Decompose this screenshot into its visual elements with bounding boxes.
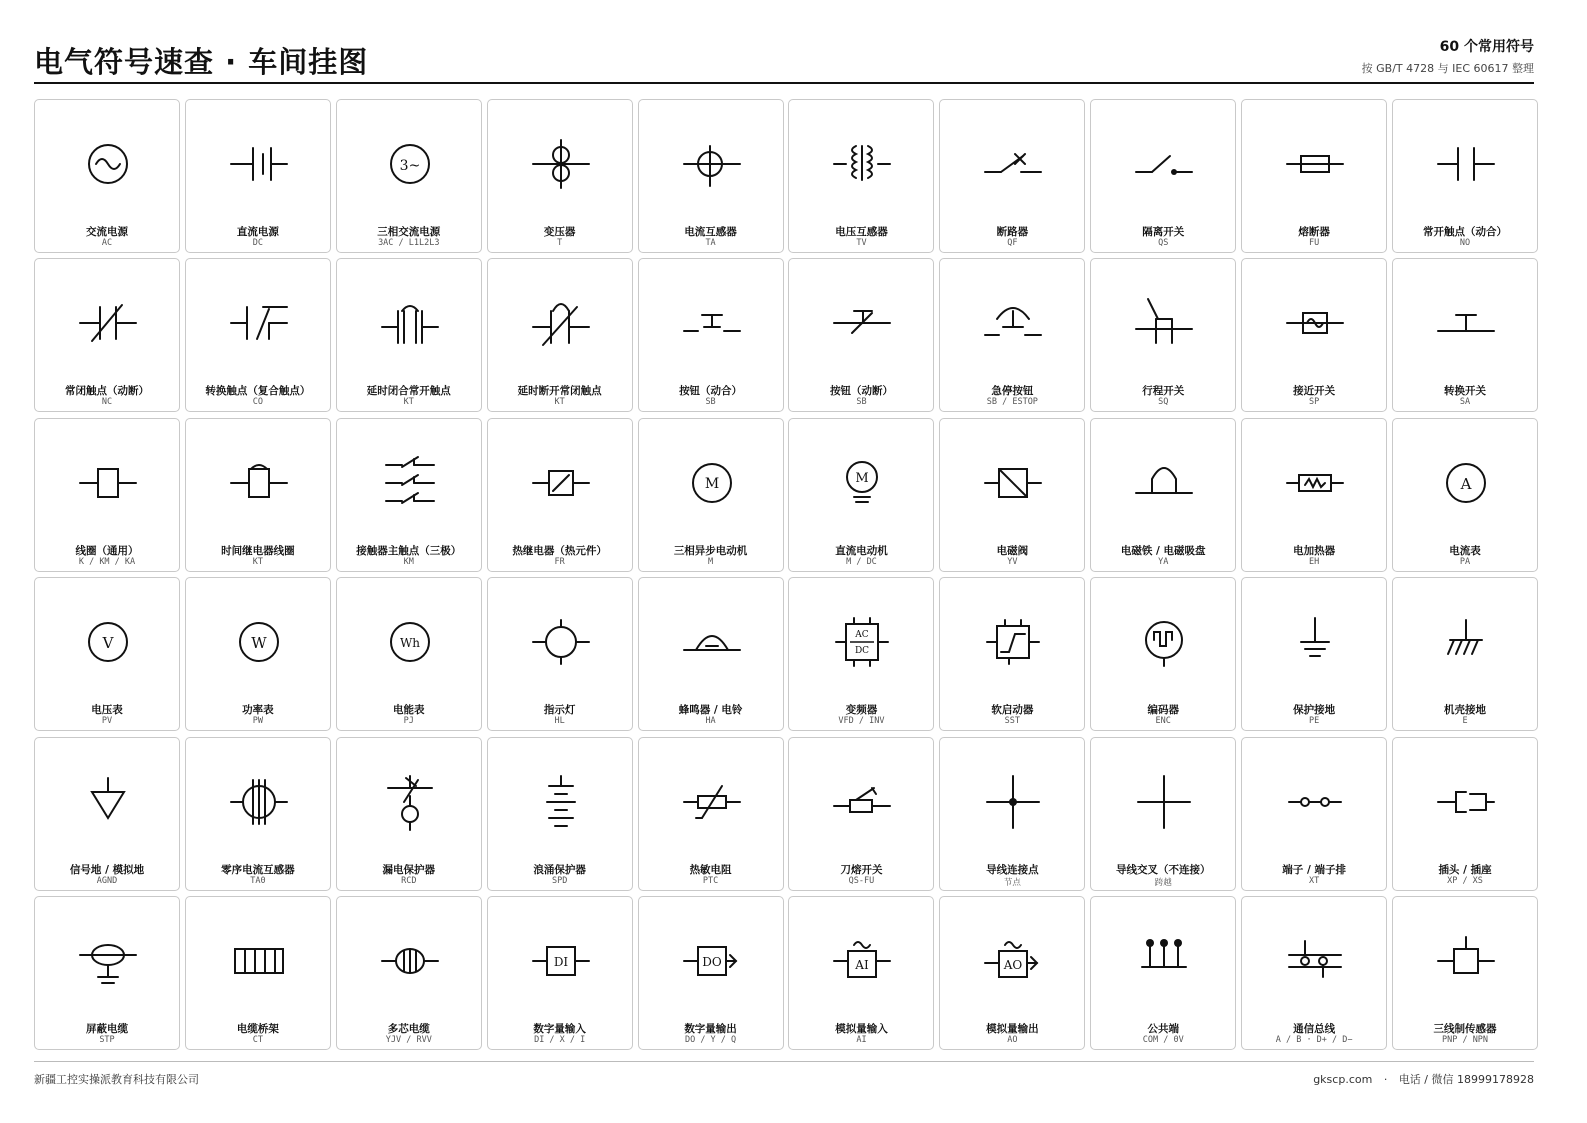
symbol-name: 行程开关 [1142, 385, 1185, 398]
symbol-card [638, 258, 784, 412]
symbol-card [487, 418, 633, 572]
symbol-name: 数字量输入 [533, 1022, 586, 1035]
symbol-code: DI / X / I [534, 1034, 586, 1045]
symbol-card [788, 258, 934, 412]
symbol-code: HL [554, 716, 565, 727]
symbol-code: AI [856, 1034, 867, 1045]
symbol-code: SQ [1158, 397, 1169, 408]
symbol-code: COM / 0V [1142, 1034, 1184, 1045]
symbol-name: 线圈（通用） [75, 544, 139, 557]
footer-separator: · [1383, 1073, 1388, 1086]
symbol-name: 常开触点（动合） [1423, 226, 1508, 238]
symbol-code: QF [1007, 238, 1018, 248]
contactor-main-contacts-icon [380, 453, 440, 513]
symbol-code: KM [403, 556, 414, 567]
soft-starter-icon [983, 612, 1043, 672]
symbol-card [185, 737, 331, 891]
symbol-name: 电缆桥架 [236, 1022, 279, 1035]
symbol-card [1090, 737, 1236, 891]
timer-coil-icon [229, 453, 289, 513]
symbol-card [185, 99, 331, 253]
symbol-card [1392, 577, 1538, 731]
symbol-name: 信号地 / 模拟地 [69, 863, 145, 876]
thermal-relay-icon [531, 453, 591, 513]
symbol-code: PE [1309, 716, 1320, 727]
symbol-code: FU [1309, 238, 1320, 248]
symbol-card [1241, 737, 1387, 891]
symbol-code: M [708, 556, 714, 567]
symbol-name: 插头 / 插座 [1438, 863, 1492, 876]
symbol-card [185, 577, 331, 731]
rcd-icon [380, 772, 440, 832]
company-name: 新疆工控实操派教育科技有限公司 [34, 1073, 199, 1086]
symbol-code: SPD [551, 875, 568, 886]
selector-switch-icon [1436, 293, 1496, 353]
symbol-name: 接近开关 [1293, 385, 1336, 398]
transformer-icon [531, 134, 591, 194]
symbol-card [487, 737, 633, 891]
symbol-card [1392, 896, 1538, 1050]
symbol-name: 多芯电缆 [387, 1022, 430, 1035]
page-footer [34, 1061, 1534, 1092]
page-title: 电气符号速查 · 车间挂图 [34, 45, 369, 79]
electromagnet-icon [1134, 453, 1194, 513]
svg-text:W: W [251, 634, 267, 653]
symbol-code: AO [1007, 1034, 1018, 1045]
time-delay-no-contact-icon [380, 293, 440, 353]
symbol-card [34, 896, 180, 1050]
three-phase-source-icon [380, 134, 440, 194]
current-transformer-icon [682, 134, 742, 194]
symbol-code: STP [99, 1034, 115, 1045]
symbol-card [1241, 896, 1387, 1050]
symbol-card [1241, 418, 1387, 572]
svg-text:AI: AI [855, 957, 870, 972]
symbol-card [788, 577, 934, 731]
symbol-name: 软启动器 [991, 704, 1034, 717]
svg-text:AO: AO [1004, 957, 1023, 972]
symbol-card [336, 896, 482, 1050]
symbol-card [1090, 418, 1236, 572]
symbol-name: 浪涌保护器 [533, 863, 586, 876]
symbol-code: 跨越 [1154, 877, 1172, 888]
website-link[interactable]: gkscp.com [1313, 1073, 1373, 1086]
digital-output-icon [682, 931, 742, 991]
symbol-card [34, 418, 180, 572]
symbol-code: PV [101, 716, 113, 727]
coil-icon [78, 453, 138, 513]
symbol-name: 三相异步电动机 [673, 544, 748, 557]
symbol-card [336, 737, 482, 891]
symbol-code: SB [705, 397, 716, 408]
symbol-card [1241, 577, 1387, 731]
symbol-code: CT [252, 1034, 264, 1045]
symbol-code: SB / ESTOP [986, 397, 1038, 408]
push-button-no-icon [682, 293, 742, 353]
symbol-card [939, 99, 1085, 253]
symbol-card [185, 896, 331, 1050]
symbol-name: 电压表 [91, 704, 123, 717]
symbol-name: 刀熔开关 [840, 863, 883, 876]
symbol-name: 导线交叉（不连接） [1115, 863, 1211, 876]
analog-output-icon [983, 931, 1043, 991]
symbol-card [638, 577, 784, 731]
symbol-code: SB [856, 397, 867, 408]
symbol-code: SA [1459, 397, 1471, 408]
symbol-code: DO / Y / Q [684, 1034, 737, 1045]
proximity-switch-icon [1285, 293, 1345, 353]
wire-crossing-icon [1134, 772, 1194, 832]
symbol-card [939, 258, 1085, 412]
symbol-code: VFD / INV [838, 716, 885, 727]
symbol-card [939, 577, 1085, 731]
symbol-card [487, 577, 633, 731]
symbol-card [1241, 258, 1387, 412]
common-terminal-icon [1134, 931, 1194, 991]
time-delay-nc-contact-icon [531, 293, 591, 353]
voltmeter-icon [78, 612, 138, 672]
symbol-name: 延时闭合常开触点 [366, 385, 451, 398]
symbol-name: 按钮（动断） [829, 385, 893, 398]
terminal-icon [1285, 772, 1345, 832]
symbol-card [487, 99, 633, 253]
symbol-card [34, 99, 180, 253]
symbol-name: 电能表 [393, 704, 425, 717]
symbol-code: PA [1459, 556, 1471, 567]
fuse-icon [1285, 134, 1345, 194]
vfd-icon [832, 612, 892, 672]
symbol-card [939, 896, 1085, 1050]
surge-protector-icon [531, 772, 591, 832]
symbol-code: XT [1309, 875, 1320, 886]
three-wire-sensor-icon [1436, 931, 1496, 991]
symbol-code: TA0 [250, 875, 266, 886]
symbol-code: 3AC / L1L2L3 [378, 238, 440, 248]
svg-text:M: M [855, 470, 870, 486]
svg-text:V: V [102, 634, 114, 653]
svg-text:A: A [1460, 474, 1472, 493]
symbol-card [185, 258, 331, 412]
svg-text:M: M [704, 475, 719, 492]
analog-input-icon [832, 931, 892, 991]
symbol-name: 常闭触点（动断） [65, 385, 149, 398]
symbol-name: 机壳接地 [1444, 704, 1487, 717]
symbol-code: AGND [96, 875, 118, 886]
symbol-code: T [557, 238, 563, 248]
symbol-code: SP [1309, 397, 1320, 408]
zero-sequence-ct-icon [229, 772, 289, 832]
indicator-lamp-icon [531, 612, 591, 672]
symbol-code: PJ [403, 716, 414, 727]
nc-contact-icon [78, 293, 138, 353]
symbol-card [788, 99, 934, 253]
multicore-cable-icon [380, 931, 440, 991]
dc-motor-icon [832, 453, 892, 513]
symbol-card [34, 258, 180, 412]
symbol-name: 变频器 [845, 704, 878, 717]
symbol-code: DC [252, 238, 264, 248]
symbol-name: 指示灯 [543, 704, 576, 717]
symbol-name: 直流电源 [236, 226, 279, 238]
symbol-name: 热敏电阻 [689, 863, 732, 876]
symbol-card [638, 896, 784, 1050]
symbol-card [1392, 258, 1538, 412]
symbol-name: 熔断器 [1298, 226, 1330, 238]
symbol-card [487, 896, 633, 1050]
svg-text:Wh: Wh [399, 636, 420, 651]
symbol-name: 急停按钮 [991, 385, 1034, 398]
symbol-card [34, 737, 180, 891]
symbol-name: 三线制传感器 [1433, 1022, 1497, 1035]
symbol-count: 60 个常用符号 [1439, 39, 1534, 55]
buzzer-icon [682, 612, 742, 672]
symbol-name: 电磁阀 [996, 544, 1029, 557]
symbol-code: KT [252, 556, 264, 567]
symbol-code: PW [252, 716, 264, 727]
energy-meter-icon [380, 612, 440, 672]
symbol-code: QS [1158, 238, 1169, 248]
symbol-card [939, 737, 1085, 891]
symbol-code: KT [554, 397, 565, 408]
symbol-name: 延时断开常闭触点 [517, 385, 602, 398]
digital-input-icon [531, 931, 591, 991]
push-button-nc-icon [832, 293, 892, 353]
symbol-name: 三相交流电源 [377, 226, 441, 238]
disconnector-icon [1134, 134, 1194, 194]
symbol-card [638, 737, 784, 891]
voltage-transformer-icon [832, 134, 892, 194]
symbol-name: 模拟量输出 [986, 1022, 1039, 1035]
shielded-cable-icon [78, 931, 138, 991]
symbol-card [788, 418, 934, 572]
encoder-icon [1134, 612, 1194, 672]
symbol-code: HA [705, 716, 716, 727]
footer-contact [1313, 1071, 1534, 1087]
symbol-code: ENC [1155, 716, 1171, 727]
svg-text:DO: DO [701, 954, 722, 969]
symbol-code: CO [252, 397, 264, 408]
changeover-contact-icon [229, 293, 289, 353]
symbol-code: YV [1007, 556, 1018, 567]
symbol-name: 端子 / 端子排 [1282, 863, 1346, 876]
heater-icon [1285, 453, 1345, 513]
symbol-name: 公共端 [1147, 1022, 1179, 1035]
symbol-card [1392, 99, 1538, 253]
protective-earth-icon [1285, 612, 1345, 672]
symbol-name: 电磁铁 / 电磁吸盘 [1120, 544, 1206, 557]
symbol-name: 变压器 [543, 226, 576, 238]
symbol-name: 屏蔽电缆 [86, 1022, 128, 1035]
svg-text:3~: 3~ [399, 158, 421, 174]
symbol-code: A / B · D+ / D− [1275, 1034, 1353, 1045]
symbol-code: 节点 [1003, 877, 1021, 888]
symbol-name: 断路器 [996, 226, 1029, 238]
thermistor-icon [682, 772, 742, 832]
symbol-card [336, 99, 482, 253]
symbol-code: TA [705, 238, 716, 248]
symbol-card [1090, 258, 1236, 412]
svg-text:DC: DC [855, 646, 870, 657]
emergency-stop-icon [983, 293, 1043, 353]
solenoid-valve-icon [983, 453, 1043, 513]
ammeter-icon [1436, 453, 1496, 513]
symbol-name: 直流电动机 [835, 544, 888, 557]
symbol-card [939, 418, 1085, 572]
symbol-card [788, 896, 934, 1050]
symbol-code: RCD [401, 875, 417, 886]
symbol-code: PTC [702, 875, 719, 886]
symbol-code: K / KM / KA [78, 556, 136, 567]
symbol-code: YJV / RVV [385, 1034, 432, 1045]
symbol-name: 时间继电器线圈 [221, 544, 295, 557]
signal-ground-icon [78, 772, 138, 832]
symbol-name: 电流表 [1449, 544, 1481, 557]
symbol-code: KT [403, 397, 414, 408]
symbol-card [788, 737, 934, 891]
svg-text:DI: DI [553, 954, 568, 969]
symbol-name: 蜂鸣器 / 电铃 [678, 704, 743, 717]
wattmeter-icon [229, 612, 289, 672]
symbol-name: 按钮（动合） [679, 385, 743, 398]
ac-motor-icon [682, 453, 742, 513]
dc-source-icon [229, 134, 289, 194]
symbol-name: 数字量输出 [684, 1022, 737, 1035]
symbol-code: AC [101, 238, 113, 248]
standard-note: 按 GB/T 4728 与 IEC 60617 整理 [1361, 62, 1534, 75]
symbol-name: 模拟量输入 [835, 1022, 888, 1035]
symbol-code: PNP / NPN [1441, 1034, 1489, 1045]
symbol-code: NC [101, 397, 113, 408]
no-contact-icon [1436, 134, 1496, 194]
fuse-switch-icon [832, 772, 892, 832]
symbol-card [336, 258, 482, 412]
symbol-card [336, 418, 482, 572]
symbol-name: 保护接地 [1293, 704, 1336, 717]
symbol-name: 热继电器（热元件） [512, 544, 607, 557]
ac-source-icon [78, 134, 138, 194]
page-header [34, 30, 1534, 84]
symbol-name: 电加热器 [1293, 544, 1336, 557]
symbol-code: TV [856, 238, 867, 248]
symbol-name: 漏电保护器 [382, 863, 436, 876]
symbol-name: 转换开关 [1444, 385, 1487, 398]
symbol-code: XP / XS [1447, 875, 1483, 886]
symbol-card [638, 99, 784, 253]
cable-tray-icon [229, 931, 289, 991]
circuit-breaker-icon [983, 134, 1043, 194]
symbol-card [185, 418, 331, 572]
symbol-name: 电压互感器 [835, 226, 888, 238]
symbol-grid [34, 99, 1534, 1050]
symbol-code: EH [1309, 556, 1320, 567]
limit-switch-icon [1134, 293, 1194, 353]
header-meta [1362, 36, 1534, 76]
symbol-card [1241, 99, 1387, 253]
symbol-card [34, 577, 180, 731]
wire-junction-icon [983, 772, 1043, 832]
symbol-card [638, 418, 784, 572]
symbol-name: 导线连接点 [986, 863, 1039, 876]
symbol-name: 编码器 [1147, 704, 1179, 717]
symbol-code: NO [1459, 238, 1471, 248]
symbol-name: 电流互感器 [684, 226, 737, 238]
symbol-name: 零序电流互感器 [221, 863, 295, 876]
symbol-code: E [1462, 716, 1468, 727]
chassis-ground-icon [1436, 612, 1496, 672]
symbol-code: FR [554, 556, 565, 567]
symbol-code: M / DC [846, 556, 877, 567]
symbol-name: 交流电源 [86, 226, 128, 238]
symbol-code: SST [1004, 716, 1021, 727]
svg-text:AC: AC [855, 630, 870, 641]
symbol-code: QS-FU [848, 875, 875, 886]
plug-socket-icon [1436, 772, 1496, 832]
symbol-name: 隔离开关 [1142, 226, 1185, 238]
symbol-name: 通信总线 [1293, 1022, 1336, 1035]
symbol-card [1392, 737, 1538, 891]
phone-wechat: 电话 / 微信 18999178928 [1398, 1073, 1534, 1086]
symbol-name: 转换触点（复合触点） [205, 385, 311, 398]
comm-bus-icon [1285, 931, 1345, 991]
symbol-card [1090, 896, 1236, 1050]
symbol-card [336, 577, 482, 731]
symbol-card [1392, 418, 1538, 572]
symbol-card [487, 258, 633, 412]
symbol-code: YA [1158, 556, 1169, 567]
symbol-card [1090, 99, 1236, 253]
symbol-name: 接触器主触点（三极） [356, 544, 462, 557]
symbol-card [1090, 577, 1236, 731]
symbol-name: 功率表 [242, 704, 274, 717]
